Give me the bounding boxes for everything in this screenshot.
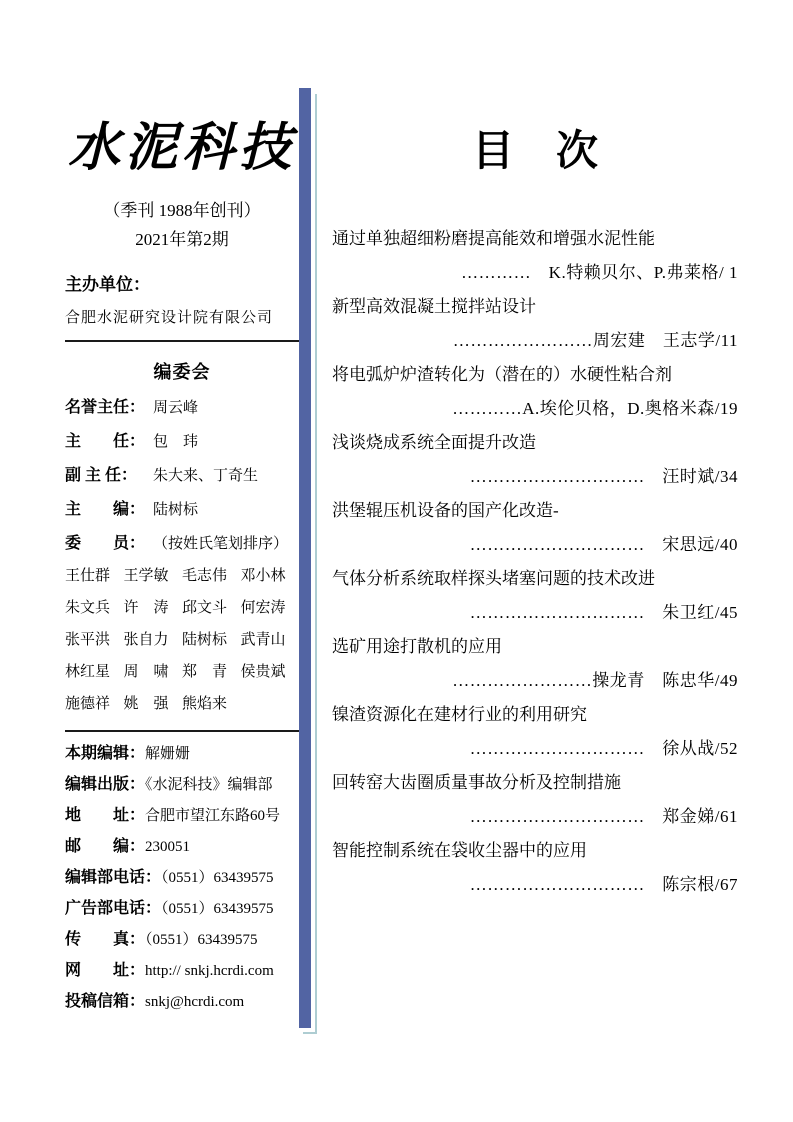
divider-line-bottom [65, 730, 299, 732]
toc-list [332, 222, 738, 902]
publication-info-block [65, 744, 299, 1012]
journal-issue: 2021年第2期 [135, 230, 229, 249]
board-member: 朱文兵 [65, 600, 111, 616]
role-label: 名誉主任： [65, 399, 146, 416]
role-value: 朱大来、丁奇生 [153, 468, 259, 484]
toc-entry [332, 766, 738, 834]
pub-info-value: 230051 [145, 839, 191, 855]
toc-leader-dots: …………………… [452, 331, 593, 350]
toc-heading: 目 次 [471, 126, 598, 175]
board-member: 邱文斗 [182, 600, 228, 616]
pub-info-label: 网 址： [65, 962, 146, 979]
left-masthead-column [65, 100, 299, 1012]
vertical-divider-shadow [315, 94, 317, 1034]
pub-info-value: 合肥市望江东路60号 [145, 808, 281, 824]
pub-info-value: （0551）63439575 [145, 932, 258, 948]
toc-leader-dots: ………………………… [469, 875, 663, 894]
board-member: 王学敏 [123, 568, 169, 584]
board-member: 周 啸 [123, 664, 169, 680]
toc-entry [332, 698, 738, 766]
board-member: 姚 强 [123, 696, 169, 712]
role-label: 主 任： [65, 433, 146, 450]
role-value: 陆树标 [153, 502, 199, 518]
toc-entry-authors-line [332, 596, 738, 630]
role-label: 副 主 任： [65, 467, 138, 484]
pub-info-value: （0551）63439575 [161, 901, 274, 917]
sponsor-name: 合肥水泥研究设计院有限公司 [65, 310, 274, 326]
toc-entry-title: 新型高效混凝土搅拌站设计 [332, 297, 536, 316]
toc-entry-authors-page: A.埃伦贝格，D.奥格米森/19 [522, 399, 738, 418]
toc-entry-title: 气体分析系统取样探头堵塞问题的技术改进 [332, 569, 655, 588]
toc-entry-title: 回转窑大齿圈质量事故分析及控制措施 [332, 773, 621, 792]
board-role-row [65, 432, 299, 452]
pub-info-label: 编辑出版： [65, 776, 146, 793]
role-value: 包 玮 [153, 434, 199, 450]
toc-entry-authors-line [332, 392, 738, 426]
toc-leader-dots: ………… [461, 263, 549, 282]
pub-info-row [65, 775, 299, 795]
pub-info-row [65, 744, 299, 764]
pub-info-label: 广告部电话： [65, 900, 162, 917]
board-role-row [65, 500, 299, 520]
board-member: 林红星 [65, 664, 111, 680]
pub-info-row [65, 961, 299, 981]
pub-info-label: 投稿信箱： [65, 993, 146, 1010]
pub-info-row [65, 806, 299, 826]
toc-entry-title: 镍渣资源化在建材行业的利用研究 [332, 705, 587, 724]
toc-entry-authors-page: 操龙青 陈忠华/49 [592, 671, 738, 690]
role-value: （按姓氏笔划排序） [153, 536, 289, 552]
toc-entry [332, 426, 738, 494]
toc-entry-title: 通过单独超细粉磨提高能效和增强水泥性能 [332, 229, 655, 248]
board-role-row [65, 466, 299, 486]
toc-entry [332, 290, 738, 358]
toc-leader-dots: ………………………… [469, 807, 663, 826]
toc-entry-authors-page: 汪时斌/34 [662, 467, 738, 486]
toc-entry-title: 浅谈烧成系统全面提升改造 [332, 433, 536, 452]
pub-info-label: 邮 编： [65, 838, 146, 855]
pub-info-value: （0551）63439575 [161, 870, 274, 886]
toc-leader-dots: ………… [452, 399, 523, 418]
toc-entry-title: 洪堡辊压机设备的国产化改造- [332, 501, 559, 520]
pub-info-row [65, 868, 299, 888]
toc-leader-dots: …………………… [452, 671, 593, 690]
role-label: 委 员： [65, 535, 146, 552]
toc-entry-authors-page: 徐从战/52 [662, 739, 738, 758]
toc-entry-authors-line [332, 800, 738, 834]
toc-entry-title: 智能控制系统在袋收尘器中的应用 [332, 841, 587, 860]
board-role-row [65, 398, 299, 418]
toc-leader-dots: ………………………… [469, 467, 663, 486]
pub-info-row [65, 930, 299, 950]
role-label: 主 编： [65, 501, 146, 518]
sponsor-label: 主办单位： [65, 275, 150, 294]
toc-entry-authors-line [332, 868, 738, 902]
toc-entry-authors-page: 宋思远/40 [662, 535, 738, 554]
board-member: 武青山 [240, 632, 286, 648]
pub-info-value: 解姗姗 [145, 746, 191, 762]
editorial-board-heading: 编委会 [153, 362, 211, 382]
toc-entry-authors-line [332, 256, 738, 290]
pub-info-row [65, 837, 299, 857]
pub-info-label: 编辑部电话： [65, 869, 162, 886]
pub-info-value: 《水泥科技》编辑部 [145, 777, 273, 793]
toc-leader-dots: ………………………… [469, 739, 663, 758]
toc-entry-authors-page: 陈宗根/67 [662, 875, 738, 894]
toc-entry-authors-line [332, 528, 738, 562]
toc-entry-title: 将电弧炉炉渣转化为（潜在的）水硬性粘合剂 [332, 365, 672, 384]
toc-entry [332, 834, 738, 902]
board-role-row [65, 534, 299, 554]
board-member: 张平洪 [65, 632, 111, 648]
website-url: http:// snkj.hcrdi.com [145, 963, 274, 979]
toc-column [332, 122, 738, 902]
pub-info-label: 传 真： [65, 931, 146, 948]
pub-info-label: 本期编辑： [65, 745, 146, 762]
toc-entry-title: 选矿用途打散机的应用 [332, 637, 502, 656]
board-member: 陆树标 [182, 632, 228, 648]
toc-entry-authors-page: 周宏建 王志学/11 [592, 331, 738, 350]
toc-entry [332, 358, 738, 426]
toc-leader-dots: ………………………… [469, 535, 663, 554]
toc-entry [332, 562, 738, 630]
board-member: 郑 青 [182, 664, 228, 680]
vertical-divider-shadow-bottom [303, 1032, 317, 1034]
divider-line-top [65, 340, 299, 342]
toc-entry-authors-page: 朱卫红/45 [662, 603, 738, 622]
pub-info-row [65, 899, 299, 919]
vertical-divider-bar [299, 88, 311, 1028]
board-member: 侯贵斌 [240, 664, 286, 680]
board-member: 王仕群 [65, 568, 111, 584]
toc-entry-authors-line [332, 732, 738, 766]
board-member: 熊焰来 [182, 696, 228, 712]
toc-entry [332, 494, 738, 562]
board-member: 何宏涛 [240, 600, 286, 616]
board-member: 施德祥 [65, 696, 111, 712]
board-member: 许 涛 [123, 600, 169, 616]
pub-info-label: 地 址： [65, 807, 146, 824]
toc-entry [332, 630, 738, 698]
toc-entry-authors-line [332, 324, 738, 358]
board-members-grid [65, 566, 299, 714]
board-member: 毛志伟 [182, 568, 228, 584]
toc-entry-authors-page: K.特赖贝尔、P.弗莱格/ 1 [548, 263, 738, 282]
pub-info-row [65, 992, 299, 1012]
journal-subtitle: （季刊 1988年创刊） [103, 201, 261, 220]
toc-entry-authors-line [332, 460, 738, 494]
journal-title: 水泥科技 [67, 117, 296, 178]
board-member: 邓小林 [240, 568, 286, 584]
toc-entry-authors-page: 郑金娣/61 [662, 807, 738, 826]
toc-leader-dots: ………………………… [469, 603, 663, 622]
submission-email: snkj@hcrdi.com [145, 994, 245, 1010]
toc-entry [332, 222, 738, 290]
role-value: 周云峰 [153, 400, 199, 416]
board-member: 张自力 [123, 632, 169, 648]
toc-entry-authors-line [332, 664, 738, 698]
